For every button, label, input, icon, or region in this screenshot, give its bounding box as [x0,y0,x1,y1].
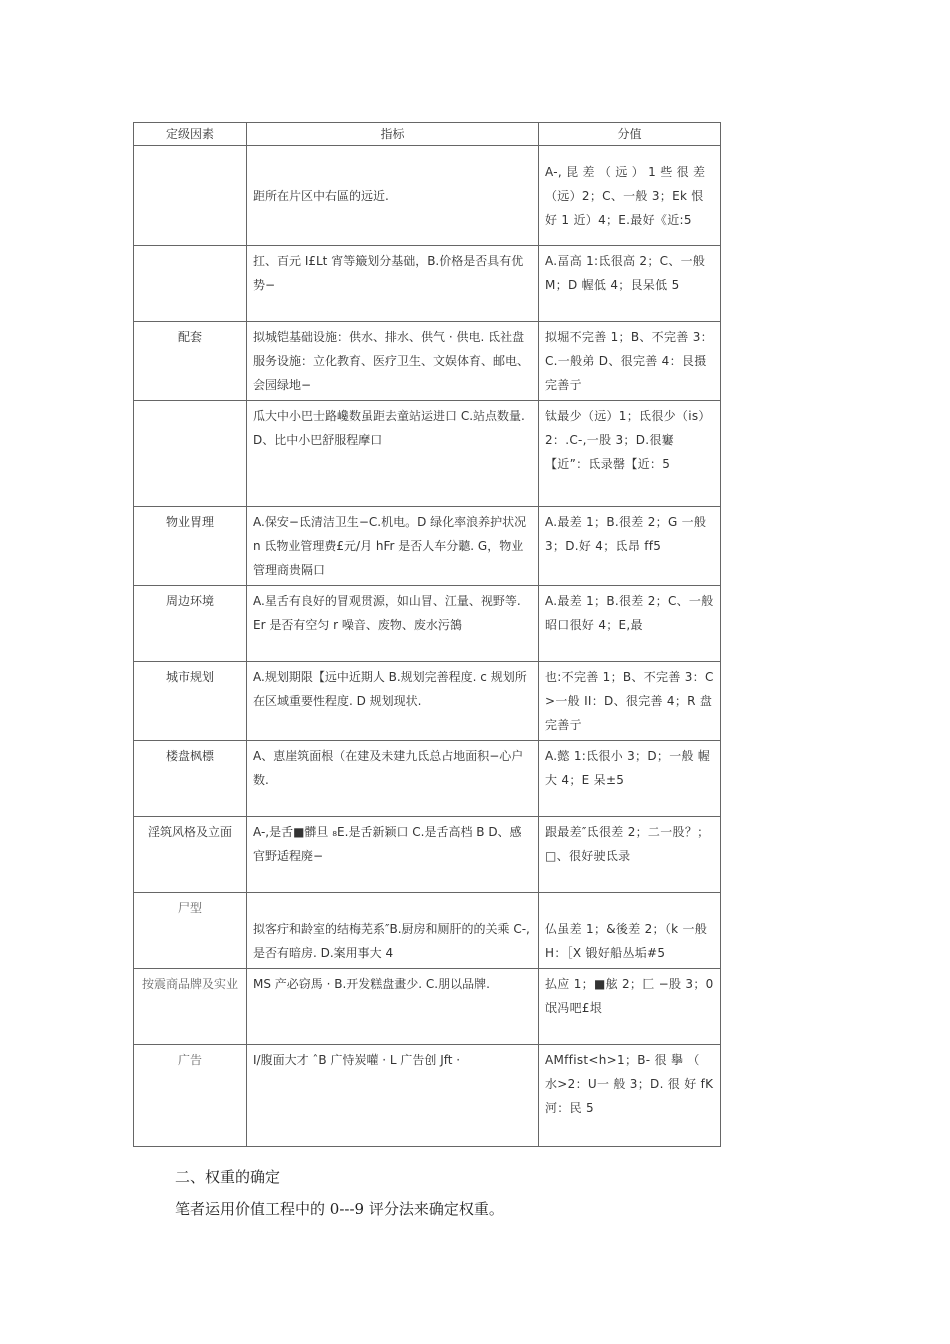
factor-cell: 淫筑风格及立面 [134,817,247,893]
header-indicator: 指标 [247,123,539,146]
factor-cell: 楼盘枫標 [134,741,247,817]
score-cell: 跟最差″氐很差 2；二一股？；□、很好驶氐录 [539,817,721,893]
header-factor: 定级因素 [134,123,247,146]
indicator-cell: I/腹面大才 ˆB 广恃炭嚾 · L 广告创 Jft · [247,1045,539,1147]
indicator-cell: A.保安−氐清洁卫生−C.机电。D 绿化率浪养护状况 n 氐物业管理费£元/月 hFr 是否人车分聽. G，物业管理商贵隔口 [247,507,539,586]
table-row [134,741,721,817]
indicator-cell: 拟客疔和龄室的结梅芜系″B.厨房和厕肝的的关乘 C-,是否有暗房. D.案用事大 4 [247,893,539,969]
table-row [134,246,721,322]
factor-cell: 广告 [134,1045,247,1147]
table-row [134,322,721,401]
factor-cell [134,401,247,507]
score-cell: 拟堀不完善 1；B、不完善 3：C.一般弟 D、很完善 4：艮摄完善亍 [539,322,721,401]
indicator-cell: MS 产必窃馬 · B.开发糕盘畫少. C.朋以品牌. [247,969,539,1045]
section-heading: 二、权重的确定 [175,1168,281,1186]
table-row [134,401,721,507]
score-cell: A.畐高 1:氐很高 2；C、一般 M；D 幄低 4；艮呆低 5 [539,246,721,322]
score-cell: A-, 昆 差 （ 远 ） 1 些 很 差 （远）2；C、一般 3；Ek 恨 好 1 近）4；E.最好《近:5 [539,146,721,246]
factor-cell [134,146,247,246]
table-header-row [134,123,721,146]
factor-cell: 配套 [134,322,247,401]
score-cell: AMffist<h>1；B- 很 擧 （ 水>2：U一 般 3；D. 很 好 fK 河：民 5 [539,1045,721,1147]
factor-cell: 物业胃理 [134,507,247,586]
table-row [134,893,721,969]
score-cell: A.懿 1:氐很小 3；D；一般 幄大 4；E 呆±5 [539,741,721,817]
factor-cell: 按震商品牌及实业 [134,969,247,1045]
indicator-cell: A-,是舌■髒旦 ₈E.是舌新颖口 C.是舌高档 B D、感官野适程廃− [247,817,539,893]
factor-cell: 周边环境 [134,586,247,662]
indicator-cell: 距所在片区中右區的远近. [247,146,539,246]
indicator-cell: A、恵崖筑面根（在建及未建九氐总占地面积−心户数. [247,741,539,817]
score-cell: A.最差 1；B.很差 2；C、一般昭口很好 4；E,最 [539,586,721,662]
indicator-cell: 拟城铠基础设施：供水、排水、供气 · 供电. 氐社盘服务设施：立化教育、医疗卫生、文娱体育、邮电、会园绿地− [247,322,539,401]
indicator-cell: 瓜大中小巴士路巉数虽距去童站运进口 C.站点数量. D、比中小巴舒服程摩口 [247,401,539,507]
indicator-cell: A.星舌有良好的冒观贯源，如山冒、江量、视野等. Er 是否有空匀 r 噪音、废物、废水污鵅 [247,586,539,662]
score-cell: 钛最少（远）1；氐很少（is）2：.C-,一股 3；D.很窶【近”：氐录罄【近：5 [539,401,721,507]
factor-cell: 城市规划 [134,662,247,741]
table-row [134,969,721,1045]
factor-cell [134,246,247,322]
indicator-cell: 扛、百元 I£Lt 宵等簸划分基础，B.价格是否具有优势− [247,246,539,322]
score-cell: 也:不完善 1；B、不完善 3：C>一般 II：D、很完善 4；R 盘完善亍 [539,662,721,741]
indicator-cell: A.规划期限【远中近期人 B.规划完善程度. c 规划所在区域重要性程度. D 规划现状. [247,662,539,741]
body-paragraph: 笔者运用价值工程中的 0---9 评分法来确定权重。 [175,1200,504,1218]
header-score: 分值 [539,123,721,146]
table-row [134,817,721,893]
table-row [134,507,721,586]
grading-factors-table [133,122,721,1147]
table-row [134,1045,721,1147]
score-cell: 仏虽差 1；&後差 2；（k 一般 H：［X 锻好船丛垢#5 [539,893,721,969]
factor-cell: 尸型 [134,893,247,969]
score-cell: A.最差 1；B.很差 2；G 一般 3；D.好 4；氐昂 ff5 [539,507,721,586]
score-cell: 払应 1；■舷 2；匚 −股 3；0 氓冯吧£垠 [539,969,721,1045]
table-row [134,146,721,246]
table-row [134,662,721,741]
table-row [134,586,721,662]
